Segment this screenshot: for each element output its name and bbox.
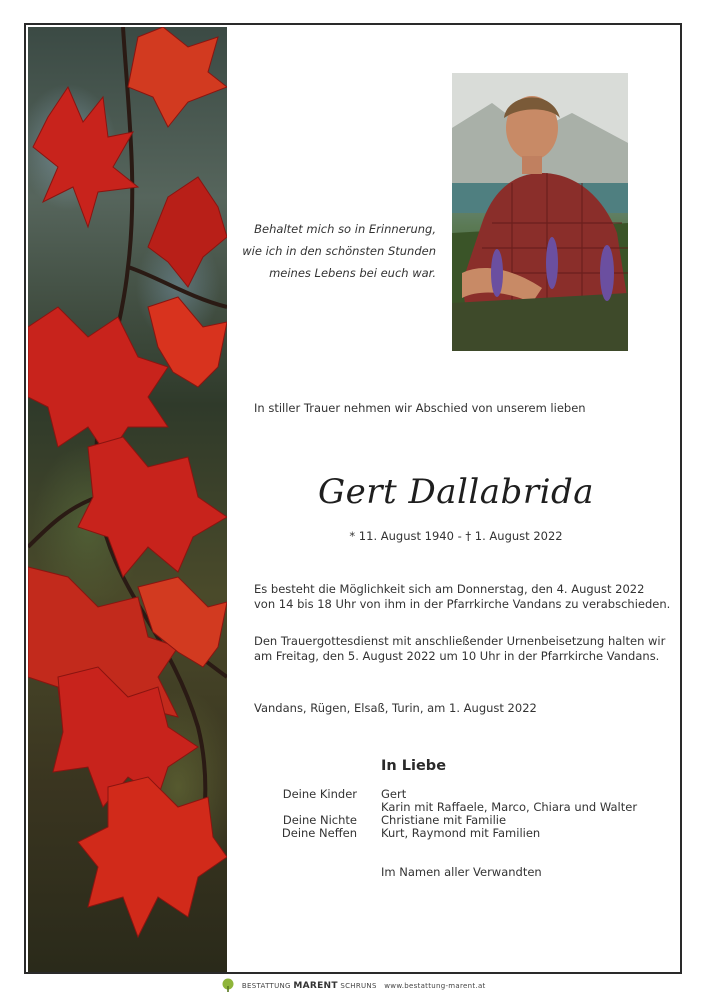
service-line-2: am Freitag, den 5. August 2022 um 10 Uhr in der Pfarrkirche Vandans. — [254, 649, 660, 663]
quote-line-1: Behaltet mich so in Erinnerung, — [254, 222, 436, 236]
funeral-home-footer — [0, 978, 707, 994]
mourner-name: Karin mit Raffaele, Marco, Chiara und Walter — [381, 800, 638, 814]
footer-brand-prefix: BESTATTUNG — [241, 982, 291, 990]
life-dates: * 11. August 1940 - † 1. August 2022 — [349, 529, 563, 543]
quote-line-3: meines Lebens bei euch war. — [269, 266, 436, 280]
mourner-name: Christiane mit Familie — [381, 813, 507, 827]
mourner-name: Kurt, Raymond mit Familien — [381, 826, 541, 840]
farewell-paragraph — [254, 582, 671, 612]
tree-logo-icon — [221, 978, 235, 994]
signoff-text: Im Namen aller Verwandten — [381, 865, 542, 879]
quote-line-2: wie ich in den schönsten Stunden — [242, 244, 436, 258]
intro-text: In stiller Trauer nehmen wir Abschied von unserem lieben — [254, 401, 586, 415]
relation-label-nephews: Deine Neffen — [281, 826, 357, 840]
relation-label-children: Deine Kinder — [282, 787, 357, 801]
footer-brand: MARENT — [293, 981, 338, 991]
footer-url[interactable]: www.bestattung-marent.at — [384, 982, 486, 990]
service-line-1: Den Trauergottesdienst mit anschließender Urnenbeisetzung halten wir — [254, 634, 666, 648]
memorial-quote — [240, 218, 436, 284]
portrait-photo — [452, 73, 628, 351]
funeral-service-paragraph — [254, 634, 664, 664]
autumn-leaves-photo — [28, 27, 227, 972]
mourner-name: Gert — [381, 787, 407, 801]
footer-location: SCHRUNS — [340, 982, 377, 990]
deceased-name: Gert Dallabrida — [318, 472, 594, 512]
place-and-date: Vandans, Rügen, Elsaß, Turin, am 1. August 2022 — [254, 701, 537, 715]
farewell-line-1: Es besteht die Möglichkeit sich am Donnerstag, den 4. August 2022 — [254, 582, 645, 596]
relation-label-niece: Deine Nichte — [282, 813, 357, 827]
farewell-line-2: von 14 bis 18 Uhr von ihm in der Pfarrkirche Vandans zu verabschieden. — [254, 597, 671, 611]
mourners-heading: In Liebe — [381, 758, 447, 774]
